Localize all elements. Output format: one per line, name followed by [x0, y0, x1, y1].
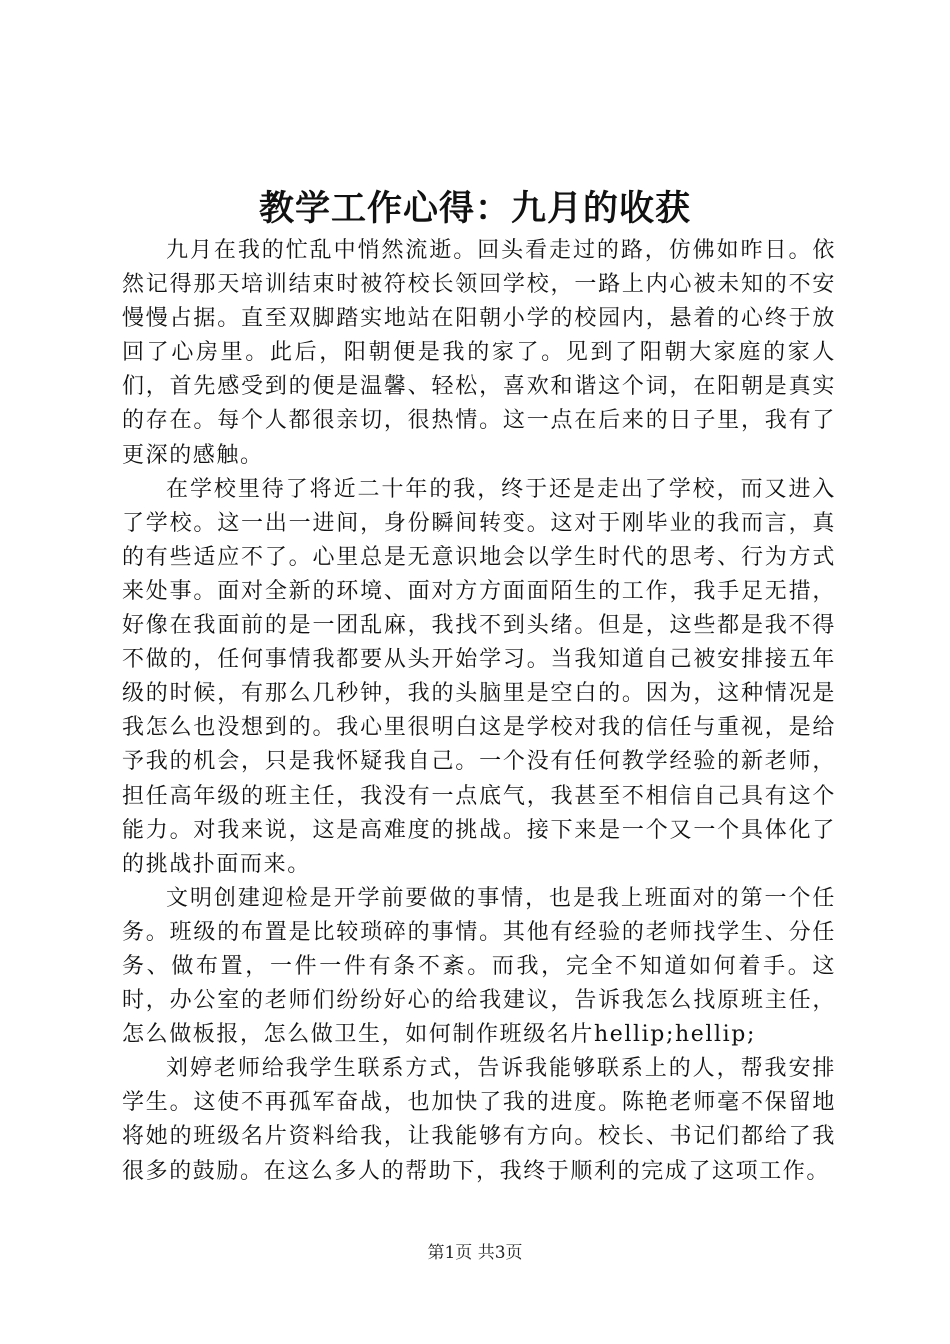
document-title: 教学工作心得：九月的收获: [258, 188, 691, 229]
paragraph-4: 刘婷老师给我学生联系方式，告诉我能够联系上的人，帮我安排学生。这使不再孤军奋战，也加快了我的进度。陈艳老师毫不保留地将她的班级名片资料给我，让我能够有方向。校长、书记们都给了我很多的鼓励。在这么多人的帮助下，我终于顺利的完成了这项工作。: [122, 1056, 836, 1184]
paragraph-1: 九月在我的忙乱中悄然流逝。回头看走过的路，仿佛如昨日。依然记得那天培训结束时被符校长领回学校，一路上内心被未知的不安慢慢占据。直至双脚踏实地站在阳朝小学的校园内，悬着的心终于放回了心房里。此后，阳朝便是我的家了。见到了阳朝大家庭的家人们，首先感受到的便是温馨、轻松，喜欢和谐这个词，在阳朝是真实的存在。每个人都很亲切，很热情。这一点在后来的日子里，我有了更深的感触。: [122, 238, 836, 468]
document-body: [122, 234, 836, 1189]
paragraph-2: 在学校里待了将近二十年的我，终于还是走出了学校，而又进入了学校。这一出一进间，身份瞬间转变。这对于刚毕业的我而言，真的有些适应不了。心里总是无意识地会以学生时代的思考、行为方式来处事。面对全新的环境、面对方方面面陌生的工作，我手足无措，好像在我面前的是一团乱麻，我找不到头绪。但是，这些都是我不得不做的，任何事情我都要从头开始学习。当我知道自己被安排接五年级的时候，有那么几秒钟，我的头脑里是空白的。因为，这种情况是我怎么也没想到的。我心里很明白这是学校对我的信任与重视，是给予我的机会，只是我怀疑我自己。一个没有任何教学经验的新老师，担任高年级的班主任，我没有一点底气，我甚至不相信自己具有这个能力。对我来说，这是高难度的挑战。接下来是一个又一个具体化了的挑战扑面而来。: [122, 476, 836, 877]
page-footer: 第1页 共3页: [427, 1243, 523, 1263]
paragraph-3: 文明创建迎检是开学前要做的事情，也是我上班面对的第一个任务。班级的布置是比较琐碎的事情。其他有经验的老师找学生、分任务、做布置，一件一件有条不紊。而我，完全不知道如何着手。这时，办公室的老师们纷纷好心的给我建议，告诉我怎么找原班主任，怎么做板报，怎么做卫生，如何制作班级名片hellip;hellip;: [122, 885, 836, 1048]
